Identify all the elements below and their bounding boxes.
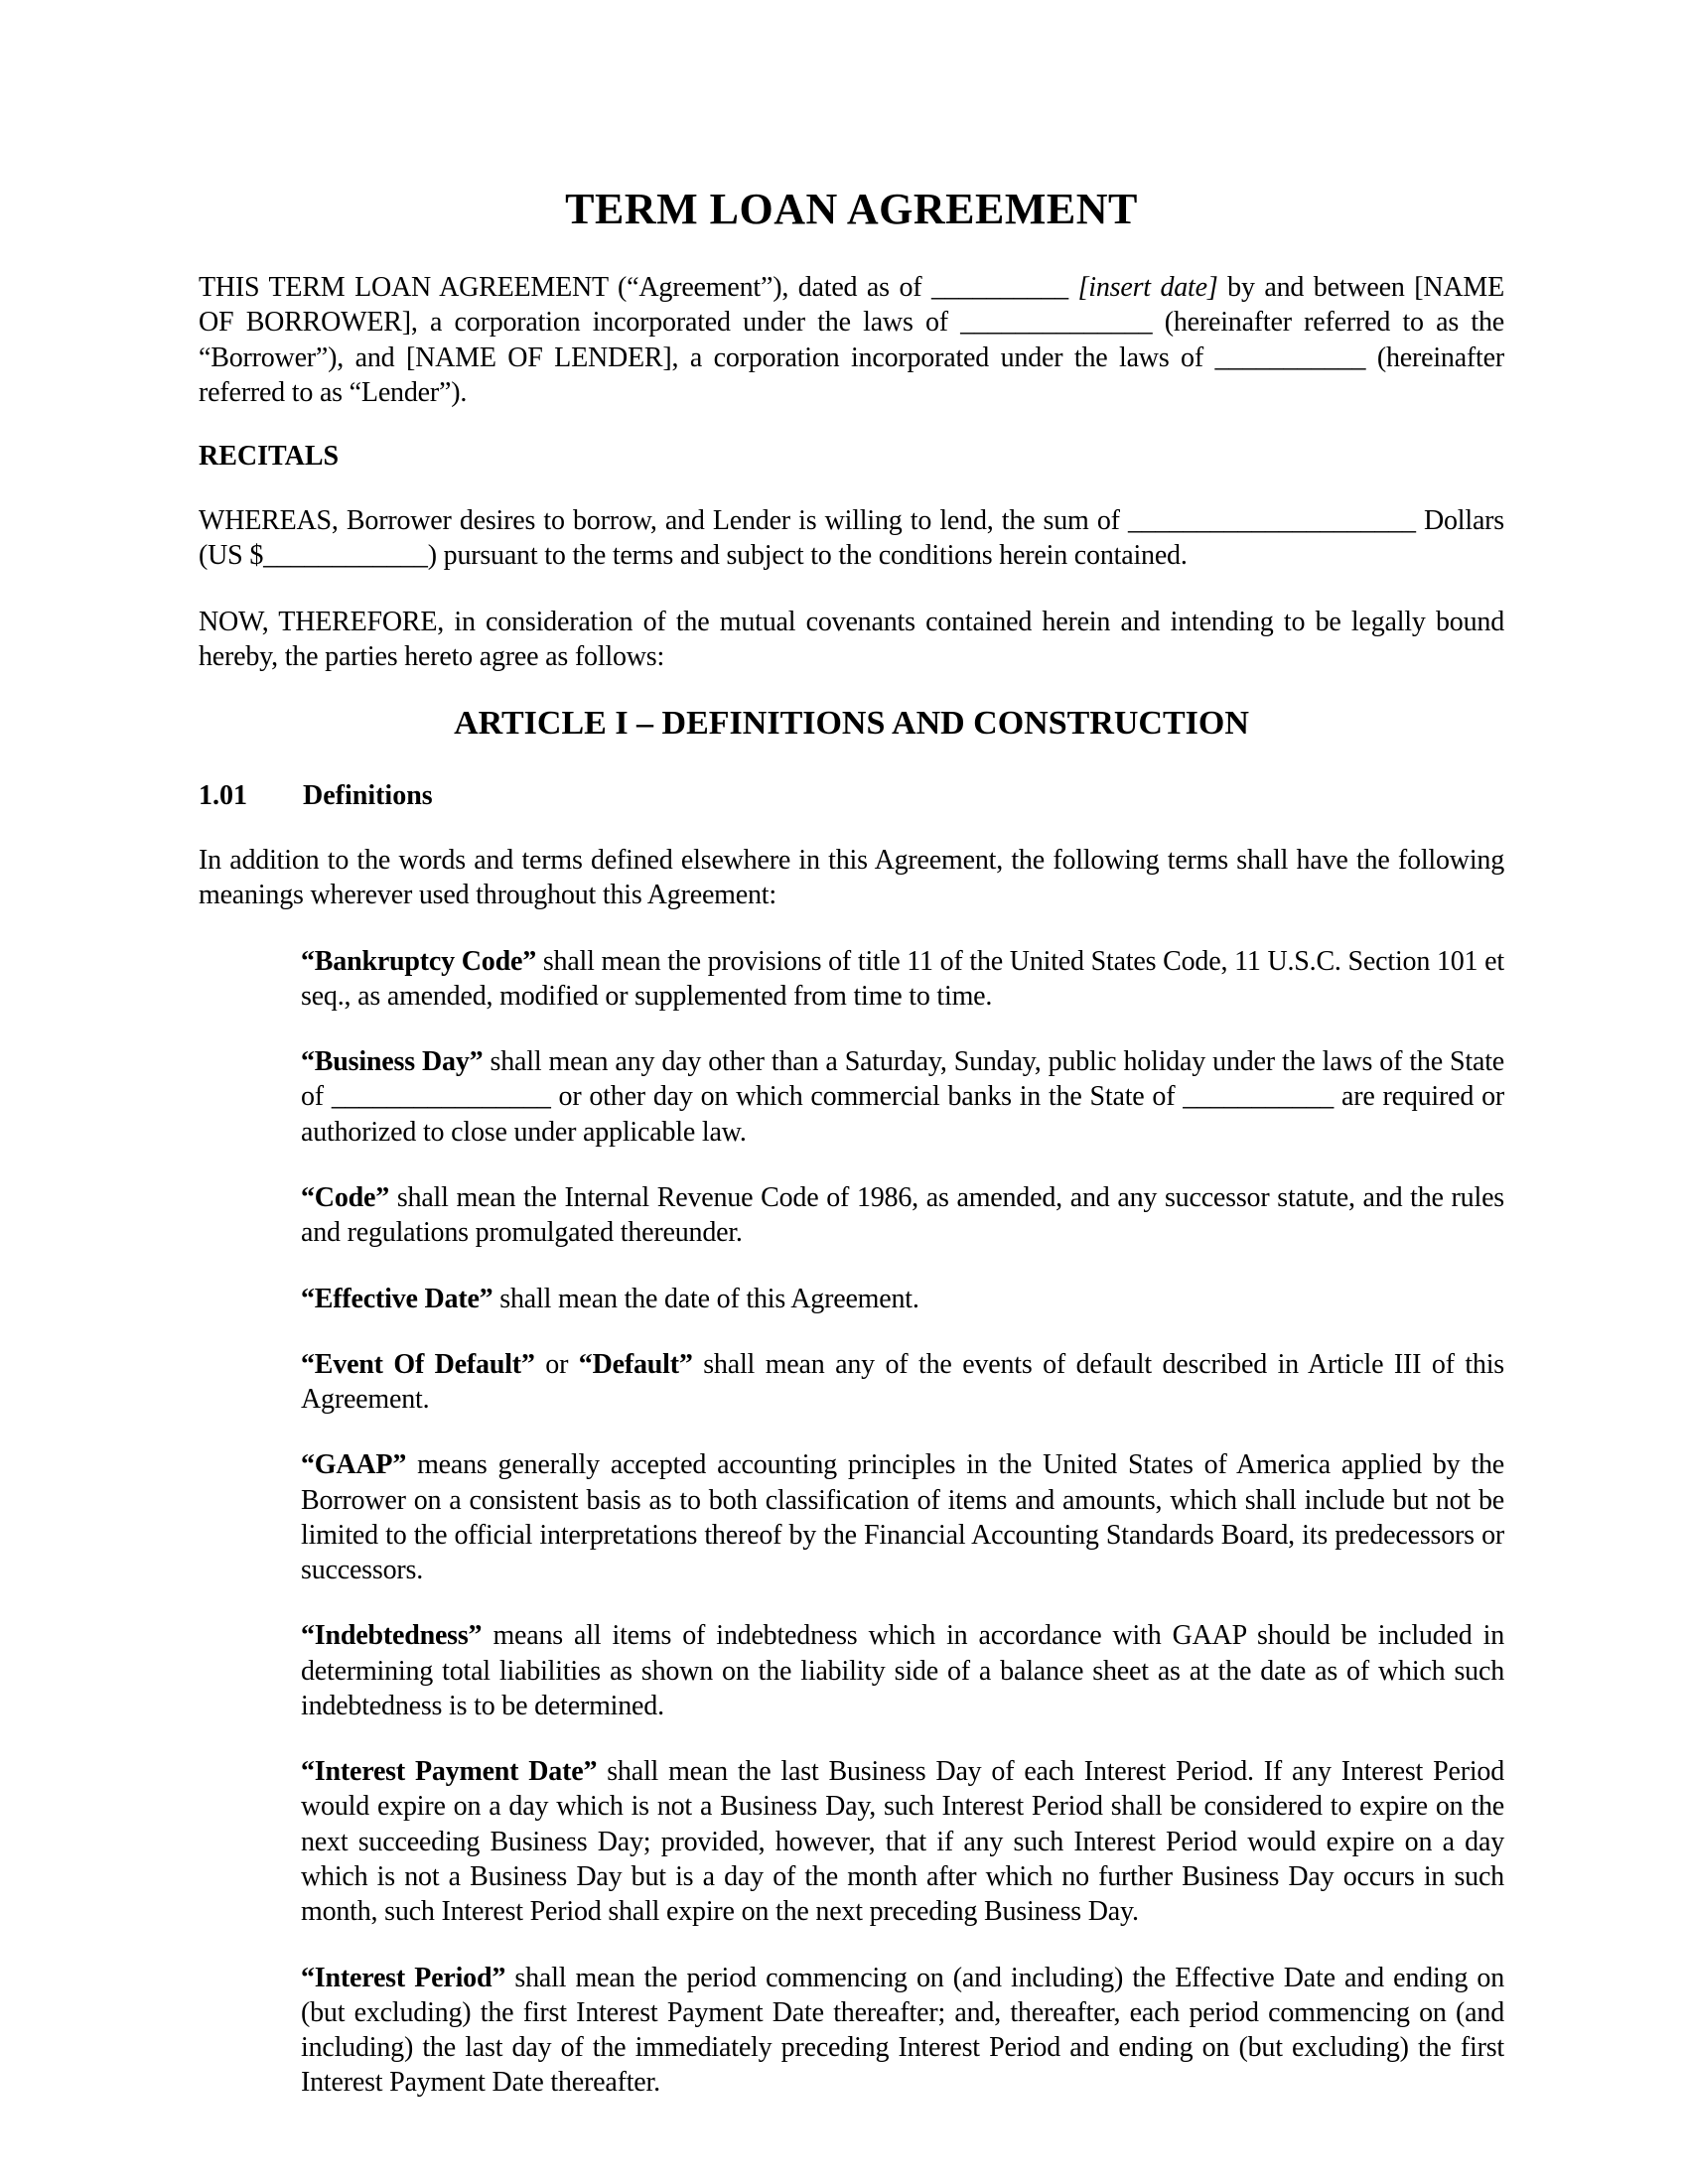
definition-bankruptcy-code: “Bankruptcy Code” shall mean the provisions of title 11 of the United States Code, 11 U.S.C. Section 101 et seq., as amended, modified or supplemented from time to time. (301, 945, 1504, 1012)
definition-event-of-default: “Event Of Default” or “Default” shall mean any of the events of default described in Article III of this Agreement. (301, 1348, 1504, 1416)
document-title: TERM LOAN AGREEMENT (565, 185, 1138, 233)
definitions-intro-paragraph: In addition to the words and terms defined elsewhere in this Agreement, the following terms shall have the following meanings wherever used throughout this Agreement: (199, 845, 1504, 911)
definition-indebtedness: “Indebtedness” means all items of indebtedness which in accordance with GAAP should be included in determining total liabilities as shown on the liability side of a balance sheet as at the date as of which such indebtedness is to be determined. (301, 1620, 1504, 1721)
intro-paragraph: THIS TERM LOAN AGREEMENT (“Agreement”), dated as of __________ [insert date] by and between [NAME OF BORROWER], a corporation incorporated under the laws of ______________ (hereinafter referred to as the “Borrower”), and [NAME OF LENDER], a corporation incorporated under the laws of ___________ (hereinafter referred to as “Lender”). (199, 272, 1505, 408)
definition-business-day: “Business Day” shall mean any day other than a Saturday, Sunday, public holiday under the laws of the State of ________________ or other day on which commercial banks in the State of ___________ are required or authorized to close under applicable law. (301, 1046, 1505, 1148)
section-title: Definitions (303, 780, 433, 812)
section-number: 1.01 (199, 780, 247, 812)
definition-effective-date: “Effective Date” shall mean the date of this Agreement. (301, 1283, 919, 1314)
recitals-heading: RECITALS (199, 441, 340, 473)
now-therefore-paragraph: NOW, THEREFORE, in consideration of the mutual covenants contained herein and intending to be legally bound hereby, the parties hereto agree as follows: (199, 606, 1504, 672)
definition-interest-period: “Interest Period” shall mean the period commencing on (and including) the Effective Date and ending on (but excluding) the first Interest Payment Date thereafter; and, thereafter, each period commencing on (and including) the last day of the immediately preceding Interest Period and ending on (but excluding) the first Interest Payment Date thereafter. (301, 1962, 1504, 2099)
definition-interest-payment-date: “Interest Payment Date” shall mean the last Business Day of each Interest Period. If any Interest Period would expire on a day which is not a Business Day, such Interest Period shall be considered to expire on the next succeeding Business Day; provided, however, that if any such Interest Period would expire on a day which is not a Business Day but is a day of the month after which no further Business Day occurs in such month, such Interest Period shall expire on the next preceding Business Day. (301, 1756, 1504, 1928)
article-1-heading: ARTICLE I – DEFINITIONS AND CONSTRUCTION (454, 705, 1249, 743)
whereas-paragraph: WHEREAS, Borrower desires to borrow, and Lender is willing to lend, the sum of _____________________ Dollars (US $____________) pursuant to the terms and subject to the conditions herein contained. (199, 505, 1504, 572)
definition-code: “Code” shall mean the Internal Revenue Code of 1986, as amended, and any successor statute, and the rules and regulations promulgated thereunder. (301, 1181, 1504, 1249)
definition-gaap: “GAAP” means generally accepted accounting principles in the United States of America applied by the Borrower on a consistent basis as to both classification of items and amounts, which shall include but not be limited to the official interpretations thereof by the Financial Accounting Standards Board, its predecessors or successors. (301, 1449, 1504, 1586)
section-1-01-line (199, 780, 1504, 812)
